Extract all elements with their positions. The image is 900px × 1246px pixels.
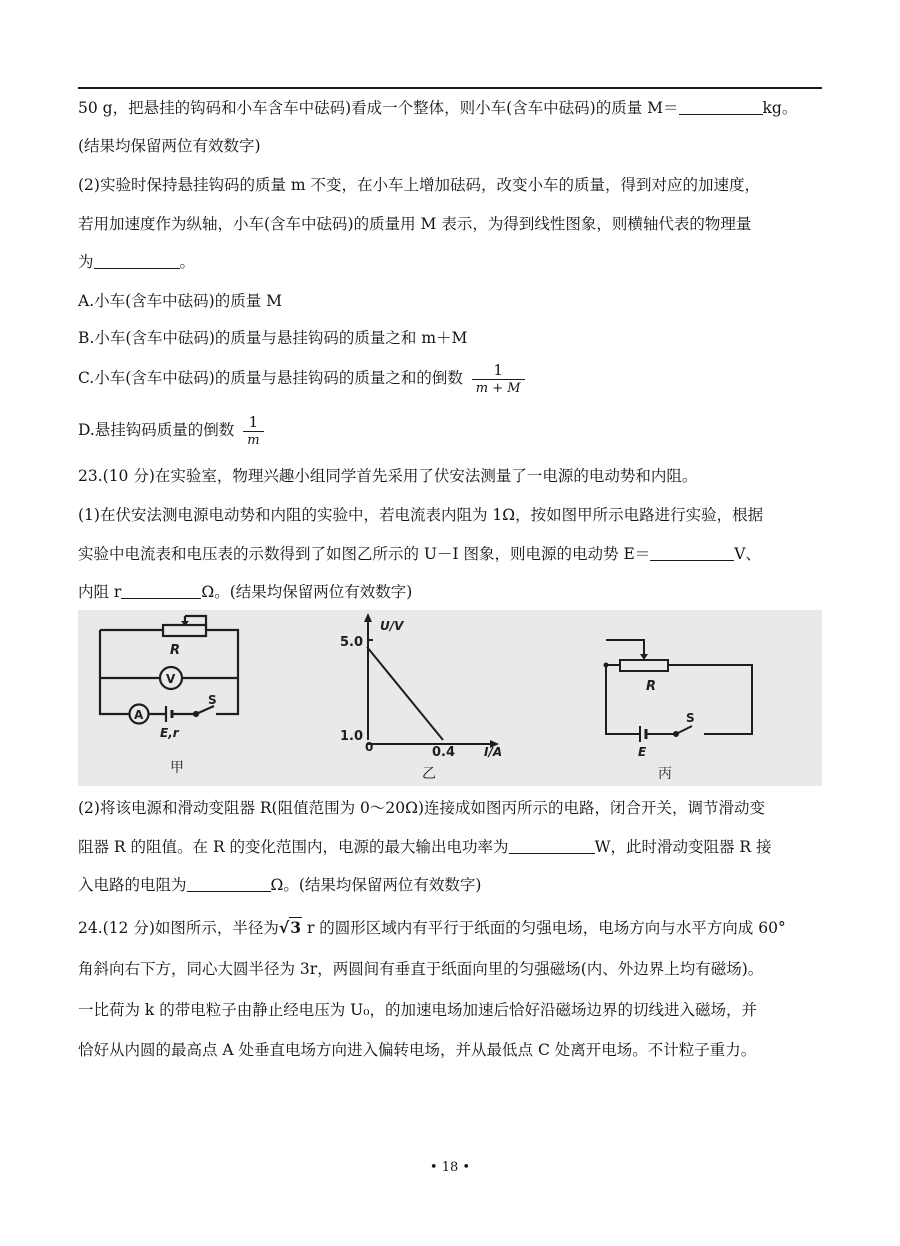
answer-blank-power[interactable] bbox=[509, 837, 595, 854]
q23-part1-line2: 实验中电流表和电压表的示数得到了如图乙所示的 U－I 图象，则电源的电动势 E＝ V、 bbox=[78, 545, 761, 563]
label-V: V bbox=[166, 672, 176, 686]
xtick-zero: 0 bbox=[365, 740, 374, 754]
caption-yi: 乙 bbox=[422, 766, 436, 782]
q23-part2-line1: (2)将该电源和滑动变阻器 R(阻值范围为 0～20Ω)连接成如图丙所示的电路，闭合开关，调节滑动变 bbox=[78, 799, 766, 817]
q24-line1: 24.(12 分)如图所示，半径为√3 r 的圆形区域内有平行于纸面的匀强电场，电场方向与水平方向成 60° bbox=[78, 918, 786, 937]
xlabel: I/A bbox=[484, 745, 503, 759]
label-R-jia: R bbox=[170, 643, 181, 658]
fraction-c: $\frac{1}{m + M}$ bbox=[472, 361, 525, 398]
caption-bing: 丙 bbox=[658, 766, 672, 782]
q24-line4: 恰好从内圆的最高点 A 处垂直电场方向进入偏转电场，并从最低点 C 处离开电场。不计粒子重力。 bbox=[78, 1041, 757, 1059]
label-Er: E,r bbox=[160, 726, 179, 740]
option-d: D.悬挂钩码质量的倒数 $\frac{1}{m}$ bbox=[78, 410, 264, 450]
q22-part2-line1: (2)实验时保持悬挂钩码的质量 m 不变，在小车上增加砝码，改变小车的质量，得到对应的加速度， bbox=[78, 176, 761, 194]
q22-line2: (结果均保留两位有效数字) bbox=[78, 137, 261, 155]
q23-stem: 23.(10 分)在实验室，物理兴趣小组同学首先采用了伏安法测量了一电源的电动势和内阻。 bbox=[78, 467, 698, 485]
page-number: • 18 • bbox=[429, 1160, 471, 1175]
q23-part2-line3: 入电路的电阻为 Ω。(结果均保留两位有效数字) bbox=[78, 876, 482, 894]
answer-blank-r-load[interactable] bbox=[187, 875, 271, 892]
label-A: A bbox=[134, 708, 144, 722]
circuit-figures bbox=[78, 610, 822, 786]
header-rule bbox=[78, 87, 822, 89]
label-R-bing: R bbox=[646, 679, 657, 694]
q23-part1-line1: (1)在伏安法测电源电动势和内阻的实验中，若电流表内阻为 1Ω，按如图甲所示电路进行实验，根据 bbox=[78, 506, 764, 524]
answer-blank-mass[interactable] bbox=[679, 98, 763, 115]
answer-blank-resistance[interactable] bbox=[121, 582, 201, 599]
ylabel: U/V bbox=[380, 619, 404, 633]
q22-line1: 50 g，把悬挂的钩码和小车含车中砝码)看成一个整体，则小车(含车中砝码)的质量 M＝ kg。 bbox=[78, 99, 798, 117]
q22-part2-line3: 为 。 bbox=[78, 253, 196, 271]
answer-blank-axis[interactable] bbox=[94, 252, 180, 269]
junction-dot bbox=[604, 663, 609, 668]
fraction-d: $\frac{1}{m}$ bbox=[243, 413, 263, 450]
option-b: B.小车(含车中砝码)的质量与悬挂钩码的质量之和 m＋M bbox=[78, 329, 468, 347]
q23-part1-line3: 内阻 r Ω。(结果均保留两位有效数字) bbox=[78, 583, 413, 601]
label-S-jia: S bbox=[208, 693, 217, 707]
sqrt-symbol: √ bbox=[278, 919, 290, 937]
option-c: C.小车(含车中砝码)的质量与悬挂钩码的质量之和的倒数 $\frac{1}{m + M}$ bbox=[78, 358, 525, 398]
figure-strip bbox=[78, 610, 822, 786]
xtick-end: 0.4 bbox=[432, 745, 456, 760]
q24-line3: 一比荷为 k 的带电粒子由静止经电压为 U₀，的加速电场加速后恰好沿磁场边界的切线进入磁场，并 bbox=[78, 1001, 757, 1019]
label-E-bing: E bbox=[638, 745, 647, 759]
q22-part2-line2: 若用加速度作为纵轴，小车(含车中砝码)的质量用 M 表示，为得到线性图象，则横轴代表的物理量 bbox=[78, 215, 752, 233]
q23-part2-line2: 阻器 R 的阻值。在 R 的变化范围内，电源的最大输出电功率为 W，此时滑动变阻器 R 接 bbox=[78, 838, 772, 856]
q24-line2: 角斜向右下方，同心大圆半径为 3r，两圆间有垂直于纸面向里的匀强磁场(内、外边界上均有磁场)。 bbox=[78, 960, 764, 978]
label-S-bing: S bbox=[686, 711, 695, 725]
ytick-bottom: 1.0 bbox=[340, 729, 364, 744]
ytick-top: 5.0 bbox=[340, 635, 364, 650]
caption-jia: 甲 bbox=[170, 760, 184, 776]
y-axis-arrow bbox=[364, 613, 372, 622]
answer-blank-emf[interactable] bbox=[650, 544, 734, 561]
option-a: A.小车(含车中砝码)的质量 M bbox=[78, 292, 283, 310]
